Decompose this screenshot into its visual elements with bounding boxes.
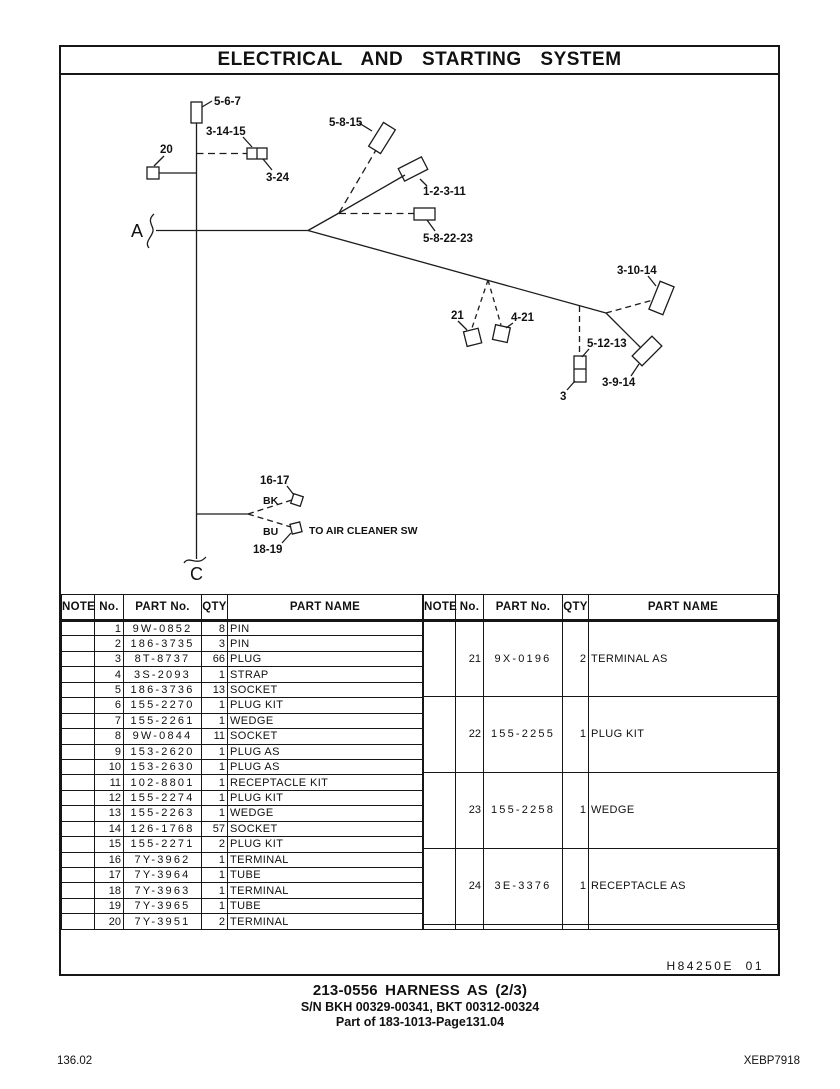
note-cell [62, 651, 95, 666]
col-no: No. [95, 595, 124, 621]
part-no-cell: 153-2620 [124, 744, 202, 759]
part-name-cell: PLUG KIT [228, 837, 423, 852]
col-note: NOTE [62, 595, 95, 621]
callout-3-24: 3-24 [266, 172, 290, 184]
part-row [62, 883, 423, 898]
callout-3-10-14: 3-10-14 [617, 265, 657, 277]
no-cell: 11 [95, 775, 124, 790]
part-name-cell: PLUG KIT [228, 790, 423, 805]
qty-cell: 57 [202, 821, 228, 836]
callout-18-19: 18-19 [253, 544, 283, 556]
col-part-no: PART No. [124, 595, 202, 621]
qty-cell [563, 924, 589, 929]
no-cell [456, 924, 484, 929]
section-label-a: A [131, 221, 144, 241]
serial-number-range: S/N BKH 00329-00341, BKT 00312-00324 [300, 1000, 540, 1014]
part-name-cell: WEDGE [228, 806, 423, 821]
no-cell: 3 [95, 651, 124, 666]
part-no-cell: 8T-8737 [124, 651, 202, 666]
part-row [424, 696, 778, 772]
note-cell [62, 744, 95, 759]
qty-cell: 1 [202, 790, 228, 805]
part-no-cell: 155-2274 [124, 790, 202, 805]
note-cell [62, 914, 95, 930]
part-no-cell: 155-2261 [124, 713, 202, 728]
part-row [62, 790, 423, 805]
note-cell [424, 696, 456, 772]
connector-box [369, 122, 396, 153]
qty-cell: 1 [202, 759, 228, 774]
part-row [424, 848, 778, 924]
page-border [59, 45, 780, 976]
part-row [62, 744, 423, 759]
connector-16-17 [248, 475, 303, 514]
connector-box [414, 208, 435, 220]
qty-cell: 2 [202, 914, 228, 930]
callout-21: 21 [451, 310, 464, 322]
no-cell: 6 [95, 698, 124, 713]
connector-4-21 [488, 280, 535, 342]
qty-cell: 3 [202, 636, 228, 651]
part-row [424, 772, 778, 848]
qty-cell: 2 [563, 621, 589, 697]
qty-cell: 1 [563, 772, 589, 848]
part-name-cell: SOCKET [228, 729, 423, 744]
qty-cell: 1 [563, 848, 589, 924]
no-cell: 21 [456, 621, 484, 697]
callout-5-12-13: 5-12-13 [587, 338, 627, 350]
connector-3-14-15 [197, 126, 290, 184]
connector-box [464, 328, 482, 346]
qty-cell: 1 [202, 852, 228, 867]
part-no-cell: 7Y-3963 [124, 883, 202, 898]
part-no-cell: 186-3736 [124, 682, 202, 697]
note-cell [62, 837, 95, 852]
no-cell: 23 [456, 772, 484, 848]
part-name-cell: RECEPTACLE AS [589, 848, 778, 924]
connector-3-10-14 [606, 265, 674, 315]
no-cell: 14 [95, 821, 124, 836]
qty-cell: 1 [202, 698, 228, 713]
part-no-cell: 155-2270 [124, 698, 202, 713]
part-name-cell: TERMINAL [228, 883, 423, 898]
qty-cell: 1 [202, 898, 228, 913]
connector-20 [147, 144, 197, 179]
note-cell [62, 713, 95, 728]
wire-label-bu: BU [263, 526, 279, 538]
part-row [62, 667, 423, 682]
part-name-cell: PLUG AS [228, 759, 423, 774]
col-part-name: PART NAME [589, 595, 778, 621]
part-no-cell: 155-2258 [484, 772, 563, 848]
part-row [62, 868, 423, 883]
part-no-cell: 9W-0852 [124, 621, 202, 636]
no-cell: 5 [95, 682, 124, 697]
part-row [62, 682, 423, 697]
parts-tables [61, 594, 778, 930]
note-cell [62, 636, 95, 651]
no-cell: 1 [95, 621, 124, 636]
callout-3-9-14: 3-9-14 [602, 377, 636, 389]
part-no-cell: 7Y-3962 [124, 852, 202, 867]
part-no-cell: 153-2630 [124, 759, 202, 774]
wire-label-bk: BK [263, 495, 279, 507]
page-title: ELECTRICAL AND STARTING SYSTEM [61, 47, 778, 75]
part-name-cell: PIN [228, 621, 423, 636]
note-cell [62, 775, 95, 790]
connector-box [147, 167, 159, 179]
part-name-cell [589, 924, 778, 929]
qty-cell: 1 [202, 775, 228, 790]
qty-cell: 1 [202, 883, 228, 898]
part-row [62, 729, 423, 744]
part-name-cell: TUBE [228, 868, 423, 883]
part-row [62, 651, 423, 666]
part-name-cell: PIN [228, 636, 423, 651]
callout-4-21: 4-21 [511, 312, 535, 324]
part-name-cell: TERMINAL [228, 914, 423, 930]
connector-18-19 [248, 514, 418, 556]
part-row [62, 621, 423, 636]
no-cell: 12 [95, 790, 124, 805]
connector-1-2-3-11 [339, 157, 466, 213]
qty-cell: 8 [202, 621, 228, 636]
part-no-cell: 102-8801 [124, 775, 202, 790]
part-name-cell: WEDGE [228, 713, 423, 728]
callout-3: 3 [560, 391, 567, 403]
qty-cell: 66 [202, 651, 228, 666]
part-row [62, 806, 423, 821]
parts-table-left [61, 594, 423, 930]
note-cell [424, 772, 456, 848]
no-cell: 15 [95, 837, 124, 852]
note-cell [62, 883, 95, 898]
col-qty: QTY [202, 595, 228, 621]
part-row [62, 759, 423, 774]
qty-cell: 1 [563, 696, 589, 772]
no-cell: 18 [95, 883, 124, 898]
page-number: 136.02 [57, 1055, 93, 1067]
part-name-cell: SOCKET [228, 821, 423, 836]
callout-16-17: 16-17 [260, 475, 290, 487]
fan-stem [308, 213, 339, 231]
part-name-cell: TUBE [228, 898, 423, 913]
connector-21 [451, 280, 488, 346]
qty-cell: 1 [202, 713, 228, 728]
part-name-cell: SOCKET [228, 682, 423, 697]
parts-table-right [423, 594, 778, 930]
callout-3-14-15: 3-14-15 [206, 126, 246, 138]
part-no-cell: 7Y-3951 [124, 914, 202, 930]
part-no-cell: 155-2271 [124, 837, 202, 852]
no-cell: 17 [95, 868, 124, 883]
note-cell [62, 852, 95, 867]
connector-box [291, 494, 304, 507]
note-cell [424, 621, 456, 697]
part-no-cell: 186-3735 [124, 636, 202, 651]
qty-cell: 1 [202, 868, 228, 883]
no-cell: 10 [95, 759, 124, 774]
col-part-name: PART NAME [228, 595, 423, 621]
part-name-cell: PLUG KIT [589, 696, 778, 772]
part-name-cell: TERMINAL AS [589, 621, 778, 697]
note-cell [62, 759, 95, 774]
part-title: 213-0556 HARNESS AS (2/3) [312, 982, 528, 999]
section-label-c: C [190, 564, 203, 584]
qty-cell: 1 [202, 806, 228, 821]
note-cell [62, 729, 95, 744]
no-cell: 20 [95, 914, 124, 930]
connector-box [191, 102, 202, 123]
destination-label: TO AIR CLEANER SW [309, 525, 418, 537]
no-cell: 19 [95, 898, 124, 913]
note-cell [424, 848, 456, 924]
part-row [62, 698, 423, 713]
connector-5-6-7 [191, 96, 241, 123]
col-no: No. [456, 595, 484, 621]
connector-box [632, 336, 662, 366]
callout-1-2-3-11: 1-2-3-11 [423, 186, 466, 198]
qty-cell: 2 [202, 837, 228, 852]
part-no-cell: 155-2263 [124, 806, 202, 821]
note-cell [62, 621, 95, 636]
part-name-cell: PLUG KIT [228, 698, 423, 713]
part-no-cell: 3E-3376 [484, 848, 563, 924]
part-no-cell: 126-1768 [124, 821, 202, 836]
connector-box [290, 522, 302, 534]
note-cell [62, 821, 95, 836]
connector-5-8-22-23 [339, 208, 473, 245]
note-cell [62, 868, 95, 883]
part-row [62, 775, 423, 790]
no-cell: 24 [456, 848, 484, 924]
no-cell: 9 [95, 744, 124, 759]
part-no-cell: 9W-0844 [124, 729, 202, 744]
col-note: NOTE [424, 595, 456, 621]
part-row [62, 837, 423, 852]
no-cell: 7 [95, 713, 124, 728]
connector-box [649, 281, 674, 314]
part-row [62, 852, 423, 867]
part-name-cell: STRAP [228, 667, 423, 682]
no-cell: 13 [95, 806, 124, 821]
harness-diagram [61, 75, 778, 594]
part-row [62, 821, 423, 836]
callout-20: 20 [160, 144, 173, 156]
qty-cell: 1 [202, 667, 228, 682]
callout-5-6-7: 5-6-7 [214, 96, 241, 108]
note-cell [62, 806, 95, 821]
part-name-cell: RECEPTACLE KIT [228, 775, 423, 790]
section-c [184, 557, 206, 584]
no-cell: 2 [95, 636, 124, 651]
no-cell: 22 [456, 696, 484, 772]
note-cell [62, 898, 95, 913]
part-no-cell: 155-2255 [484, 696, 563, 772]
part-no-cell: 3S-2093 [124, 667, 202, 682]
part-row [424, 621, 778, 697]
qty-cell: 13 [202, 682, 228, 697]
section-a [131, 214, 308, 248]
callout-5-8-22-23: 5-8-22-23 [423, 233, 473, 245]
part-no-cell [484, 924, 563, 929]
part-name-cell: PLUG AS [228, 744, 423, 759]
document-code: XEBP7918 [743, 1055, 800, 1067]
part-name-cell: PLUG [228, 651, 423, 666]
break-squiggle [184, 557, 206, 563]
connector-3-9-14 [602, 313, 662, 389]
connector-5-8-15 [329, 117, 395, 213]
note-cell [62, 698, 95, 713]
qty-cell: 1 [202, 744, 228, 759]
table-header-row [62, 595, 423, 621]
part-no-cell: 7Y-3964 [124, 868, 202, 883]
qty-cell: 11 [202, 729, 228, 744]
page-reference: Part of 183-1013-Page131.04 [335, 1015, 505, 1029]
part-row [62, 636, 423, 651]
note-cell [424, 924, 456, 929]
no-cell: 4 [95, 667, 124, 682]
callout-5-8-15: 5-8-15 [329, 117, 363, 129]
part-row [62, 713, 423, 728]
note-cell [62, 790, 95, 805]
empty-filler-row [424, 924, 778, 929]
break-squiggle [147, 214, 154, 248]
part-name-cell: TERMINAL [228, 852, 423, 867]
part-row [62, 898, 423, 913]
table-header-row [424, 595, 778, 621]
col-qty: QTY [563, 595, 589, 621]
no-cell: 8 [95, 729, 124, 744]
no-cell: 16 [95, 852, 124, 867]
part-no-cell: 7Y-3965 [124, 898, 202, 913]
footer-block [0, 982, 840, 1029]
connector-box [398, 157, 428, 181]
note-cell [62, 682, 95, 697]
part-no-cell: 9X-0196 [484, 621, 563, 697]
note-cell [62, 667, 95, 682]
revision-code: H84250E 01 [666, 959, 764, 973]
col-part-no: PART No. [484, 595, 563, 621]
part-name-cell: WEDGE [589, 772, 778, 848]
part-row [62, 914, 423, 930]
